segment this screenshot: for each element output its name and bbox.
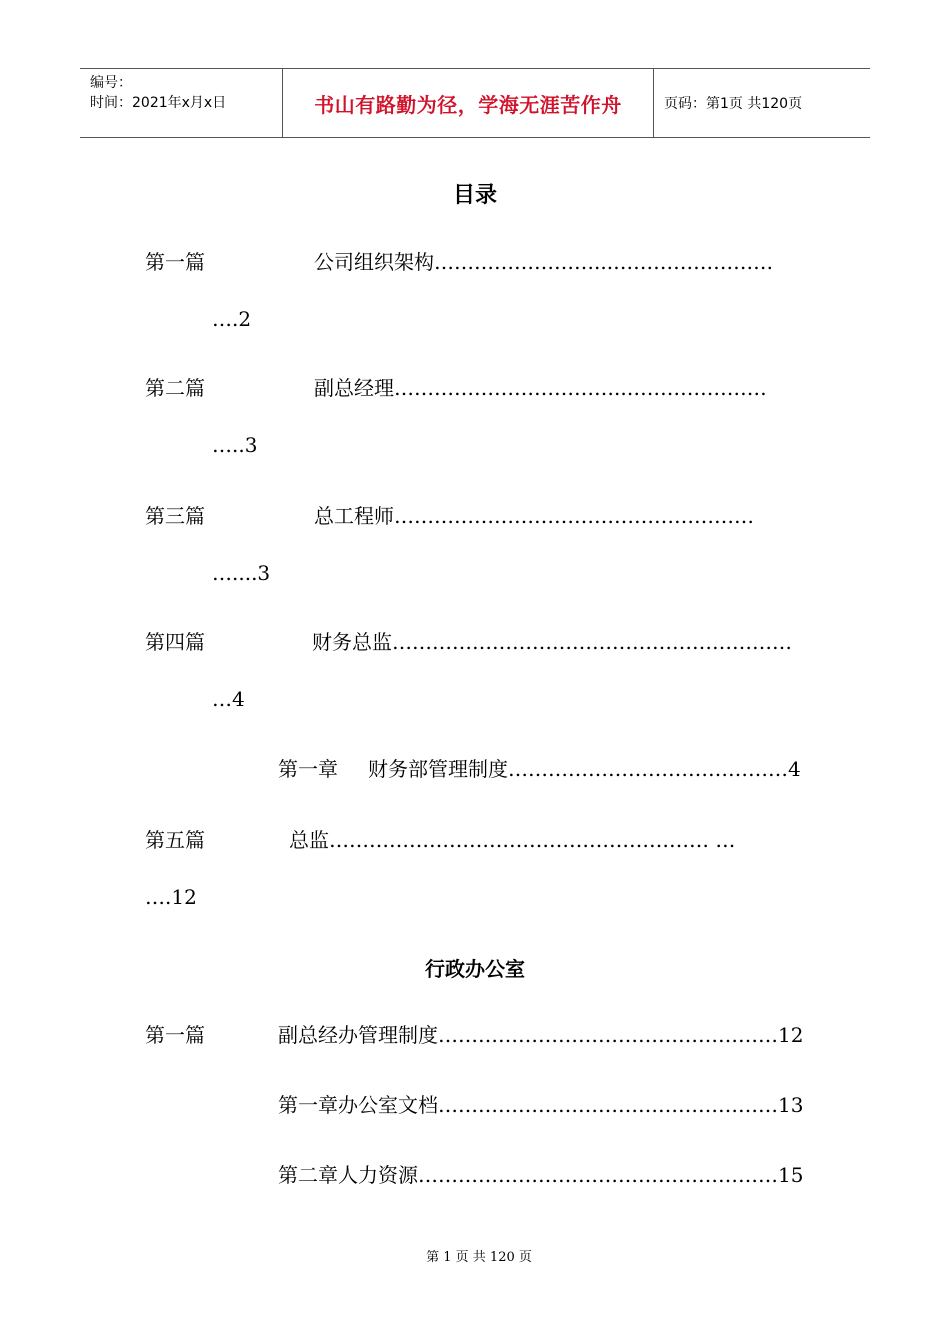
toc-title: 目录 (452, 183, 497, 208)
toc-leader: ……………………………..………………… (394, 376, 767, 400)
toc-entry-name: 第一章办公室文档 (278, 1093, 438, 1117)
header-motto: 书山有路勤为径，学海无涯苦作舟 (314, 92, 622, 117)
toc-page-number: 15 (778, 1163, 804, 1187)
toc-entry-name: 财务部管理制度 (368, 757, 508, 781)
toc-entry-name: 总监 (289, 828, 329, 852)
toc-part-label: 第五篇 (145, 828, 205, 852)
document-time-label: 时间：2021年x月x日 (90, 95, 227, 111)
toc-leader: ………………………………………………… … (329, 828, 736, 852)
toc-continuation: …4 (212, 687, 245, 711)
toc-page-number: 4 (788, 757, 801, 781)
toc-entry[interactable] (314, 248, 773, 276)
toc-entry-name: 总工程师 (314, 504, 394, 528)
page-header (80, 68, 870, 138)
page-footer (0, 1246, 950, 1265)
toc-entry[interactable] (278, 1161, 803, 1189)
toc-leader: ……………………………………………… (418, 1163, 778, 1187)
toc-entry-name: 财务总监 (312, 630, 392, 654)
toc-continuation: …....3 (212, 561, 271, 585)
section-title (0, 953, 950, 982)
toc-entry[interactable] (289, 826, 735, 854)
toc-entry[interactable] (312, 628, 792, 656)
toc-part-label: 第三篇 (145, 504, 205, 528)
toc-page-number: 13 (778, 1093, 804, 1117)
document-number-label: 编号： (90, 75, 132, 91)
toc-part-label: 第二篇 (145, 376, 205, 400)
toc-leader: …………………………………………… (438, 1023, 778, 1047)
toc-entry-name: 副总经理 (314, 376, 394, 400)
toc-entry[interactable] (278, 1091, 803, 1119)
toc-entry[interactable] (314, 502, 754, 530)
toc-entry[interactable] (314, 374, 767, 402)
toc-page-number: 12 (778, 1023, 804, 1047)
toc-leader: …………………………………………………… (392, 630, 792, 654)
toc-part-label: 第四篇 (145, 630, 205, 654)
toc-entry[interactable] (278, 1021, 803, 1049)
toc-continuation: ….12 (145, 885, 197, 909)
toc-continuation: ….2 (212, 307, 252, 331)
toc-entry-name: 第二章人力资源 (278, 1163, 418, 1187)
toc-part-label: 第一篇 (145, 1023, 205, 1047)
toc-entry-name: 副总经办管理制度 (278, 1023, 438, 1047)
footer-page-number: 第 1 页 共 120 页 (426, 1250, 532, 1265)
toc-entry-name: 公司组织架构 (314, 250, 434, 274)
header-page-code: 页码：第1页 共120页 (664, 96, 803, 112)
toc-entry[interactable] (368, 755, 801, 783)
header-meta (80, 69, 282, 137)
toc-leader: …………………………………… (508, 757, 788, 781)
toc-part-label: 第一篇 (145, 250, 205, 274)
toc-leader: ……………………………………………… (394, 504, 754, 528)
toc-chapter-label: 第一章 (278, 757, 338, 781)
toc-continuation: …..3 (212, 433, 258, 457)
toc-leader: …………………………………………… (438, 1093, 778, 1117)
section-title-text: 行政办公室 (425, 957, 525, 981)
toc-leader: ……………………...…………………… (434, 250, 774, 274)
header-motto-cell (282, 69, 654, 137)
